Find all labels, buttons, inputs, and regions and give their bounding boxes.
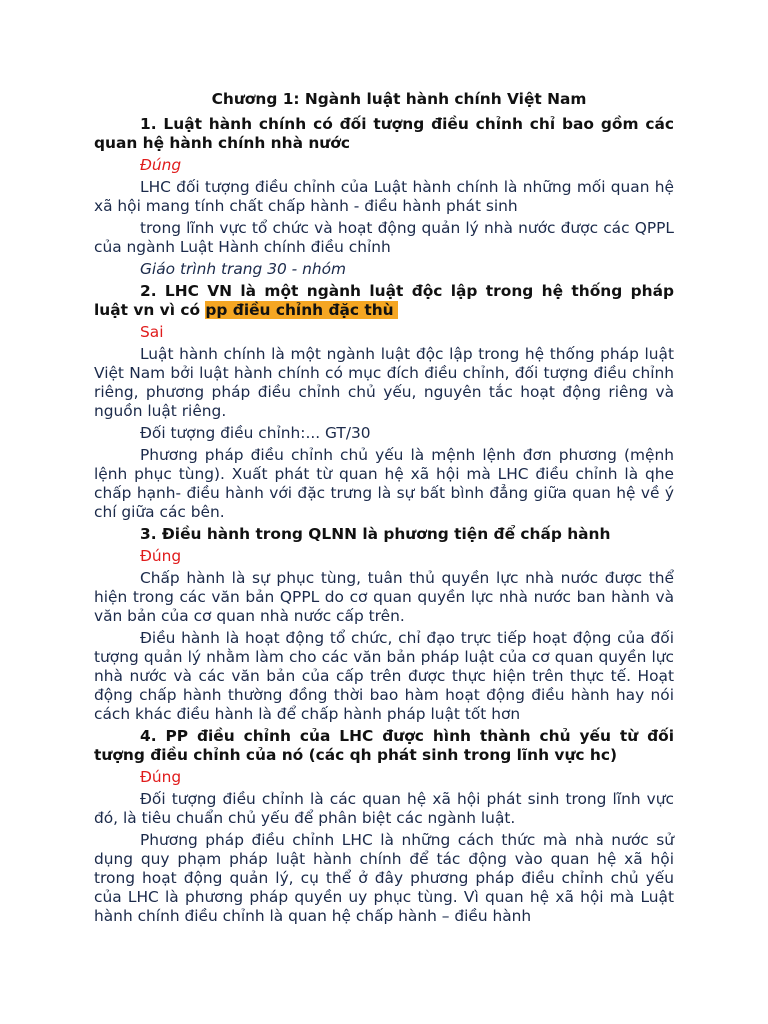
question-4: 4. PP điều chỉnh của LHC được hình thành chủ yếu từ đối tượng điều chỉnh của nó (các qh phát sinh trong lĩnh vực hc) [94,727,674,764]
answer-4: Đúng [140,768,182,786]
question-2-text: 2. LHC VN là một ngành luật độc lập trong hệ thống pháp luật vn vì có [94,282,674,319]
question-2-highlight: pp điều chỉnh đặc thù [205,301,397,319]
question-2 [94,282,674,320]
q1-reference: Giáo trình trang 30 - nhóm [140,260,347,278]
q4-paragraph-1: Đối tượng điều chỉnh là các quan hệ xã hội phát sinh trong lĩnh vực đó, là tiêu chuẩn chủ yếu để phân biệt các ngành luật. [94,790,674,827]
q1-paragraph-2: trong lĩnh vực tổ chức và hoạt động quản lý nhà nước được các QPPL của ngành Luật Hành chính điều chỉnh [94,219,674,256]
chapter-title: Chương 1: Ngành luật hành chính Việt Nam [211,90,587,108]
q3-paragraph-1: Chấp hành là sự phục tùng, tuân thủ quyền lực nhà nước được thể hiện trong các văn bản QPPL do cơ quan quyền lực nhà nước ban hành và văn bản của cơ quan nhà nước cấp trên. [94,569,674,625]
q2-paragraph-2: Đối tượng điều chỉnh:... GT/30 [140,424,371,442]
question-3: 3. Điều hành trong QLNN là phương tiện để chấp hành [140,525,611,543]
q3-paragraph-2: Điều hành là hoạt động tổ chức, chỉ đạo trực tiếp hoạt động của đối tượng quản lý nhằm làm cho các văn bản pháp luật của cơ quan quyền lực nhà nước và các văn bản của cấp trên được thực hiện trên thực tế. Hoạt động chấp hành thường đồng thời bao hàm hoạt động điều hành hay nói cách khác điều hành là để chấp hành pháp luật tốt hơn [94,629,674,723]
answer-3: Đúng [140,547,182,565]
question-1: 1. Luật hành chính có đối tượng điều chỉnh chỉ bao gồm các quan hệ hành chính nhà nước [94,115,674,152]
q1-paragraph-1: LHC đối tượng điều chỉnh của Luật hành chính là những mối quan hệ xã hội mang tính chất chấp hành - điều hành phát sinh [94,178,674,215]
answer-2: Sai [140,323,164,341]
q2-paragraph-3: Phương pháp điều chỉnh chủ yếu là mệnh lệnh đơn phương (mệnh lệnh phục tùng). Xuất phát từ quan hệ xã hội mà LHC điều chỉnh là qhe chấp hạnh- điều hành với đặc trưng là sự bất bình đẳng giữa quan hệ về ý chí giữa các bên. [94,446,674,521]
q4-paragraph-2: Phương pháp điều chỉnh LHC là những cách thức mà nhà nước sử dụng quy phạm pháp luật hành chính để tác động vào quan hệ xã hội trong hoạt động quản lý, cụ thể ở đây phương pháp điều chỉnh chủ yếu của LHC là phương pháp quyền uy phục tùng. Vì quan hệ xã hội mà Luật hành chính điều chỉnh là quan hệ chấp hành – điều hành [94,831,674,925]
answer-1: Đúng [140,156,182,174]
q2-paragraph-1: Luật hành chính là một ngành luật độc lập trong hệ thống pháp luật Việt Nam bởi luật hành chính có mục đích điều chỉnh, đối tượng điều chỉnh riêng, phương pháp điều chỉnh chủ yếu, nguyên tắc hoạt động riêng và nguồn luật riêng. [94,345,674,420]
